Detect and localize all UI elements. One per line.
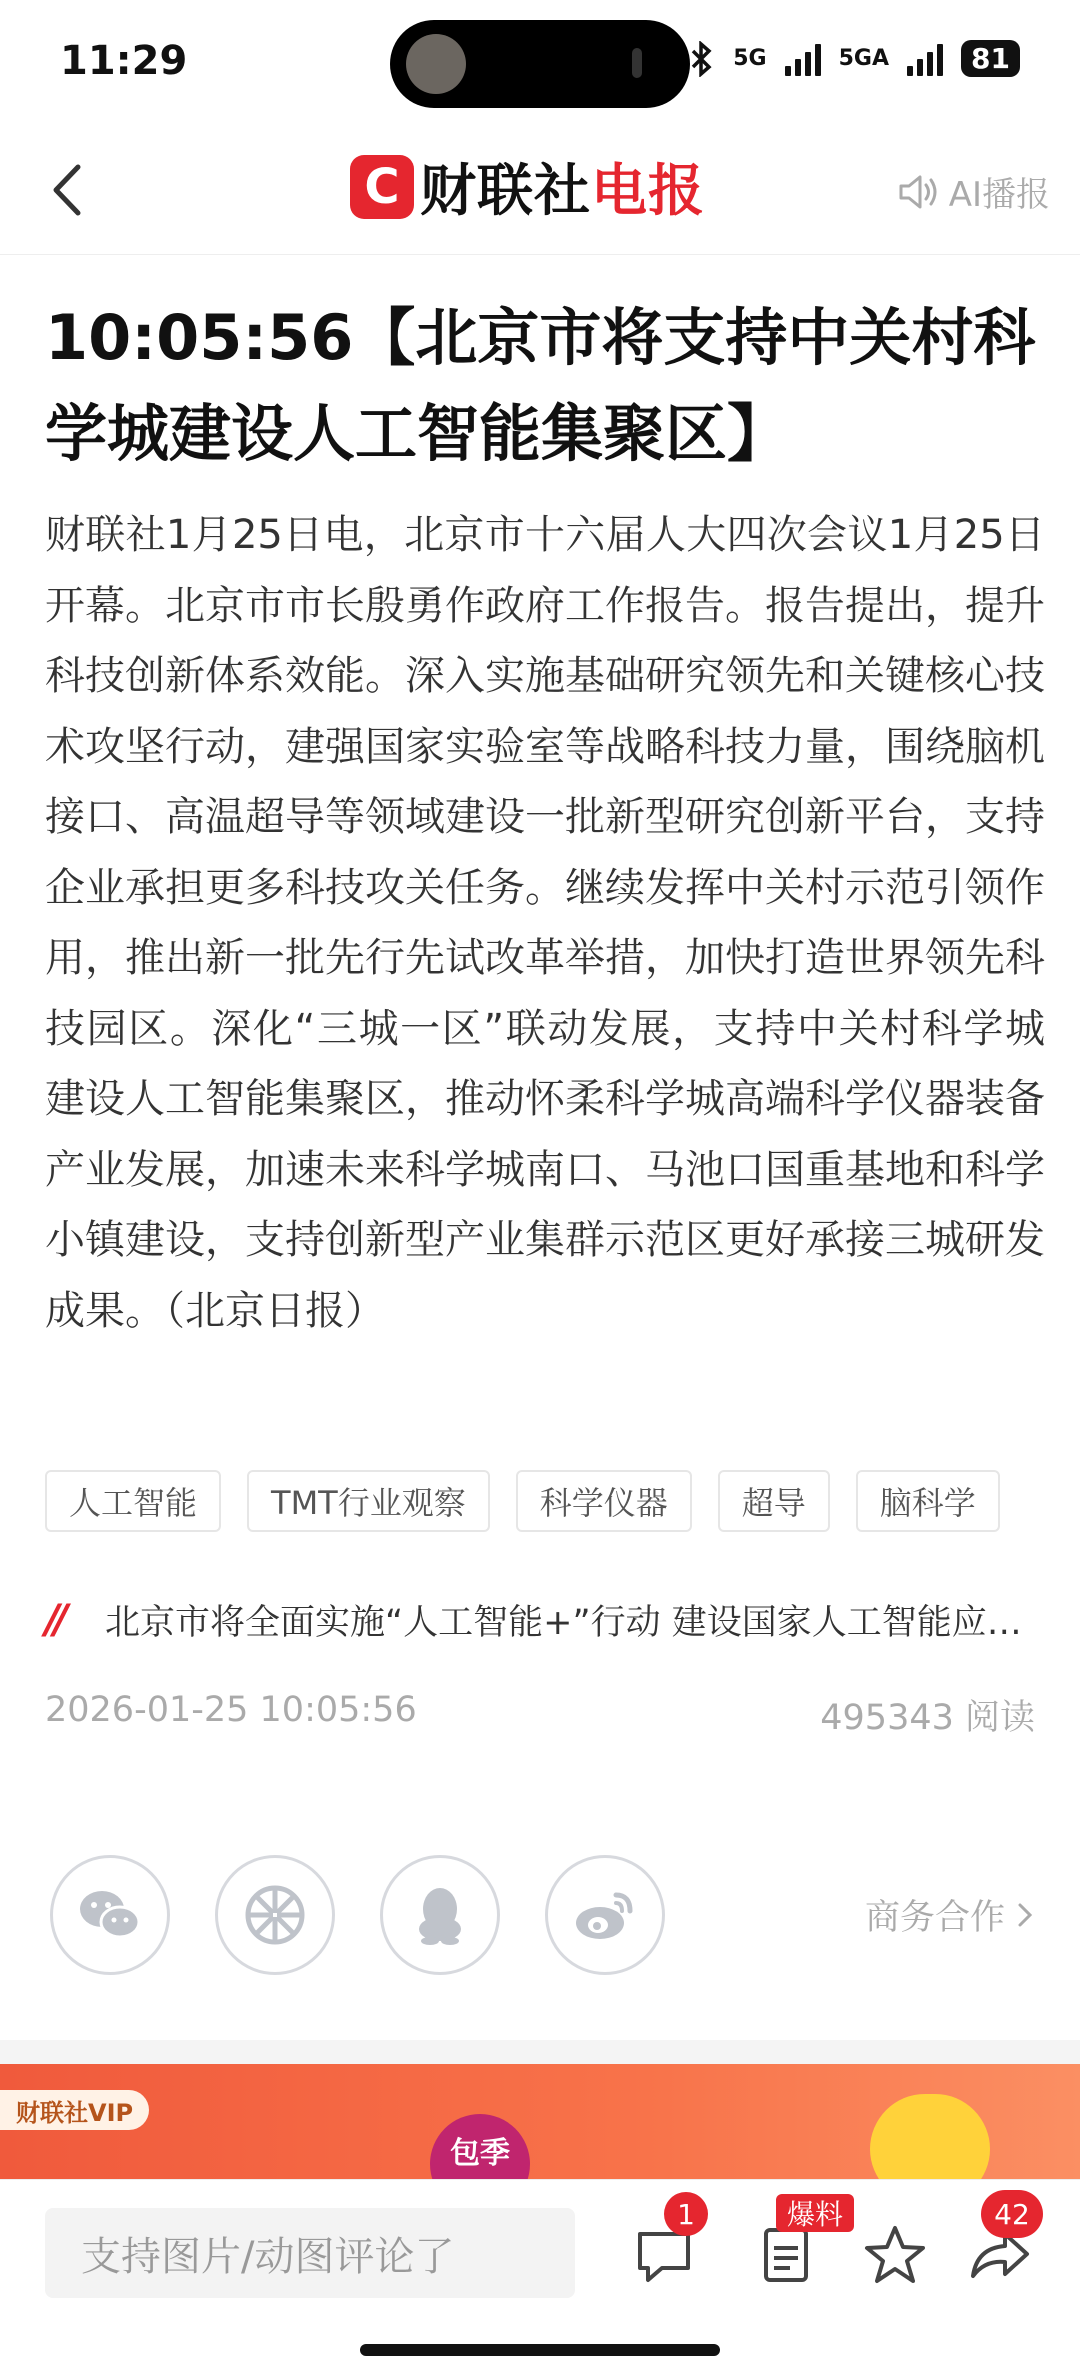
promo-brand: 财联社VIP — [0, 2090, 149, 2130]
share-moments-button[interactable] — [215, 1855, 335, 1975]
section-divider — [0, 2040, 1080, 2064]
weibo-icon — [570, 1885, 640, 1945]
favorite-button[interactable] — [860, 2220, 930, 2290]
logo-text — [420, 147, 705, 227]
top-nav — [0, 125, 1080, 255]
share-count-badge: 42 — [981, 2190, 1043, 2238]
battery-indicator: 81 — [961, 40, 1020, 77]
signal-icon-2 — [907, 42, 943, 76]
dynamic-island[interactable] — [390, 20, 690, 108]
share-qq-button[interactable] — [380, 1855, 500, 1975]
tag-item[interactable]: 脑科学 — [856, 1470, 1000, 1532]
network-5g-label: 5G — [733, 46, 767, 71]
read-count: 495343 阅读 — [820, 1698, 1035, 1738]
tag-list — [45, 1470, 1000, 1532]
network-5ga-label: 5GA — [838, 46, 890, 71]
chevron-right-icon — [1015, 1900, 1035, 1930]
double-slash-icon: // — [45, 1597, 63, 1643]
share-row — [50, 1855, 665, 1975]
tag-item[interactable]: TMT行业观察 — [247, 1470, 490, 1532]
qq-penguin-icon — [412, 1883, 468, 1947]
comment-input[interactable]: 支持图片/动图评论了 — [45, 2208, 575, 2298]
related-article-link[interactable] — [45, 1590, 1045, 1650]
mascot-illustration — [870, 2094, 990, 2179]
share-button[interactable] — [965, 2197, 1035, 2290]
promo-badge: 包季 — [430, 2114, 530, 2179]
bluetooth-icon — [689, 41, 715, 77]
star-icon — [860, 2220, 930, 2290]
logo-highlight: 电报 — [591, 159, 705, 224]
back-button[interactable] — [40, 155, 100, 225]
bottom-action-bar — [0, 2179, 1080, 2376]
status-icons — [689, 40, 1020, 77]
article-body: 财联社1月25日电，北京市十六届人大四次会议1月25日开幕。北京市市长殷勇作政府工作报告。报告提出，提升科技创新体系效能。深入实施基础研究领先和关键核心技术攻坚行动，建强国家实验室等战略科技力量，围绕脑机接口、高温超导等领域建设一批新型研究创新平台，支持企业承担更多科技攻关任务。继续发挥中关村示范引领作用，推出新一批先行先试改革举措，加快打造世界领先科技园区。深化“三城一区”联动发展，支持中关村科学城建设人工智能集聚区，推动怀柔科学城高端科学仪器装备产业发展，加速未来科学城南口、马池口国重基地和科学小镇建设，支持创新型产业集群示范区更好承接三城研发成果。（北京日报） — [45, 512, 1045, 1334]
tag-item[interactable]: 科学仪器 — [516, 1470, 692, 1532]
status-time: 11:29 — [60, 38, 188, 84]
share-weibo-button[interactable] — [545, 1855, 665, 1975]
report-label-badge: 爆料 — [776, 2194, 854, 2232]
status-bar — [0, 0, 1080, 125]
now-playing-thumbnail — [406, 34, 466, 94]
ai-play-button[interactable] — [895, 167, 1050, 216]
aperture-icon — [243, 1883, 307, 1947]
publish-datetime: 2026-01-25 10:05:56 — [45, 1690, 417, 1730]
logo-mark-icon: C — [350, 155, 414, 219]
tag-item[interactable]: 超导 — [718, 1470, 830, 1532]
speaker-icon — [895, 169, 941, 215]
comments-button[interactable] — [630, 2197, 700, 2290]
app-logo — [350, 147, 705, 227]
chevron-left-icon — [40, 155, 100, 225]
logo-name: 财联社 — [420, 159, 591, 224]
activity-indicator — [632, 48, 642, 78]
ai-play-label: AI播报 — [948, 175, 1050, 215]
article-meta — [45, 1690, 1035, 1740]
home-indicator[interactable] — [360, 2344, 720, 2356]
business-cooperation-link[interactable] — [865, 1890, 1035, 1940]
tag-item[interactable]: 人工智能 — [45, 1470, 221, 1532]
related-article-title: 北京市将全面实施“人工智能+”行动 建设国家人工智能应… — [105, 1603, 1022, 1643]
promo-banner[interactable] — [0, 2064, 1080, 2179]
share-wechat-button[interactable] — [50, 1855, 170, 1975]
wechat-icon — [75, 1885, 145, 1945]
report-news-button[interactable] — [752, 2198, 843, 2290]
signal-icon — [785, 42, 821, 76]
business-cooperation-label: 商务合作 — [864, 1898, 1005, 1938]
article-title: 10:05:56【北京市将支持中关村科学城建设人工智能集聚区】 — [45, 301, 1036, 470]
comment-count-badge: 1 — [664, 2192, 708, 2236]
